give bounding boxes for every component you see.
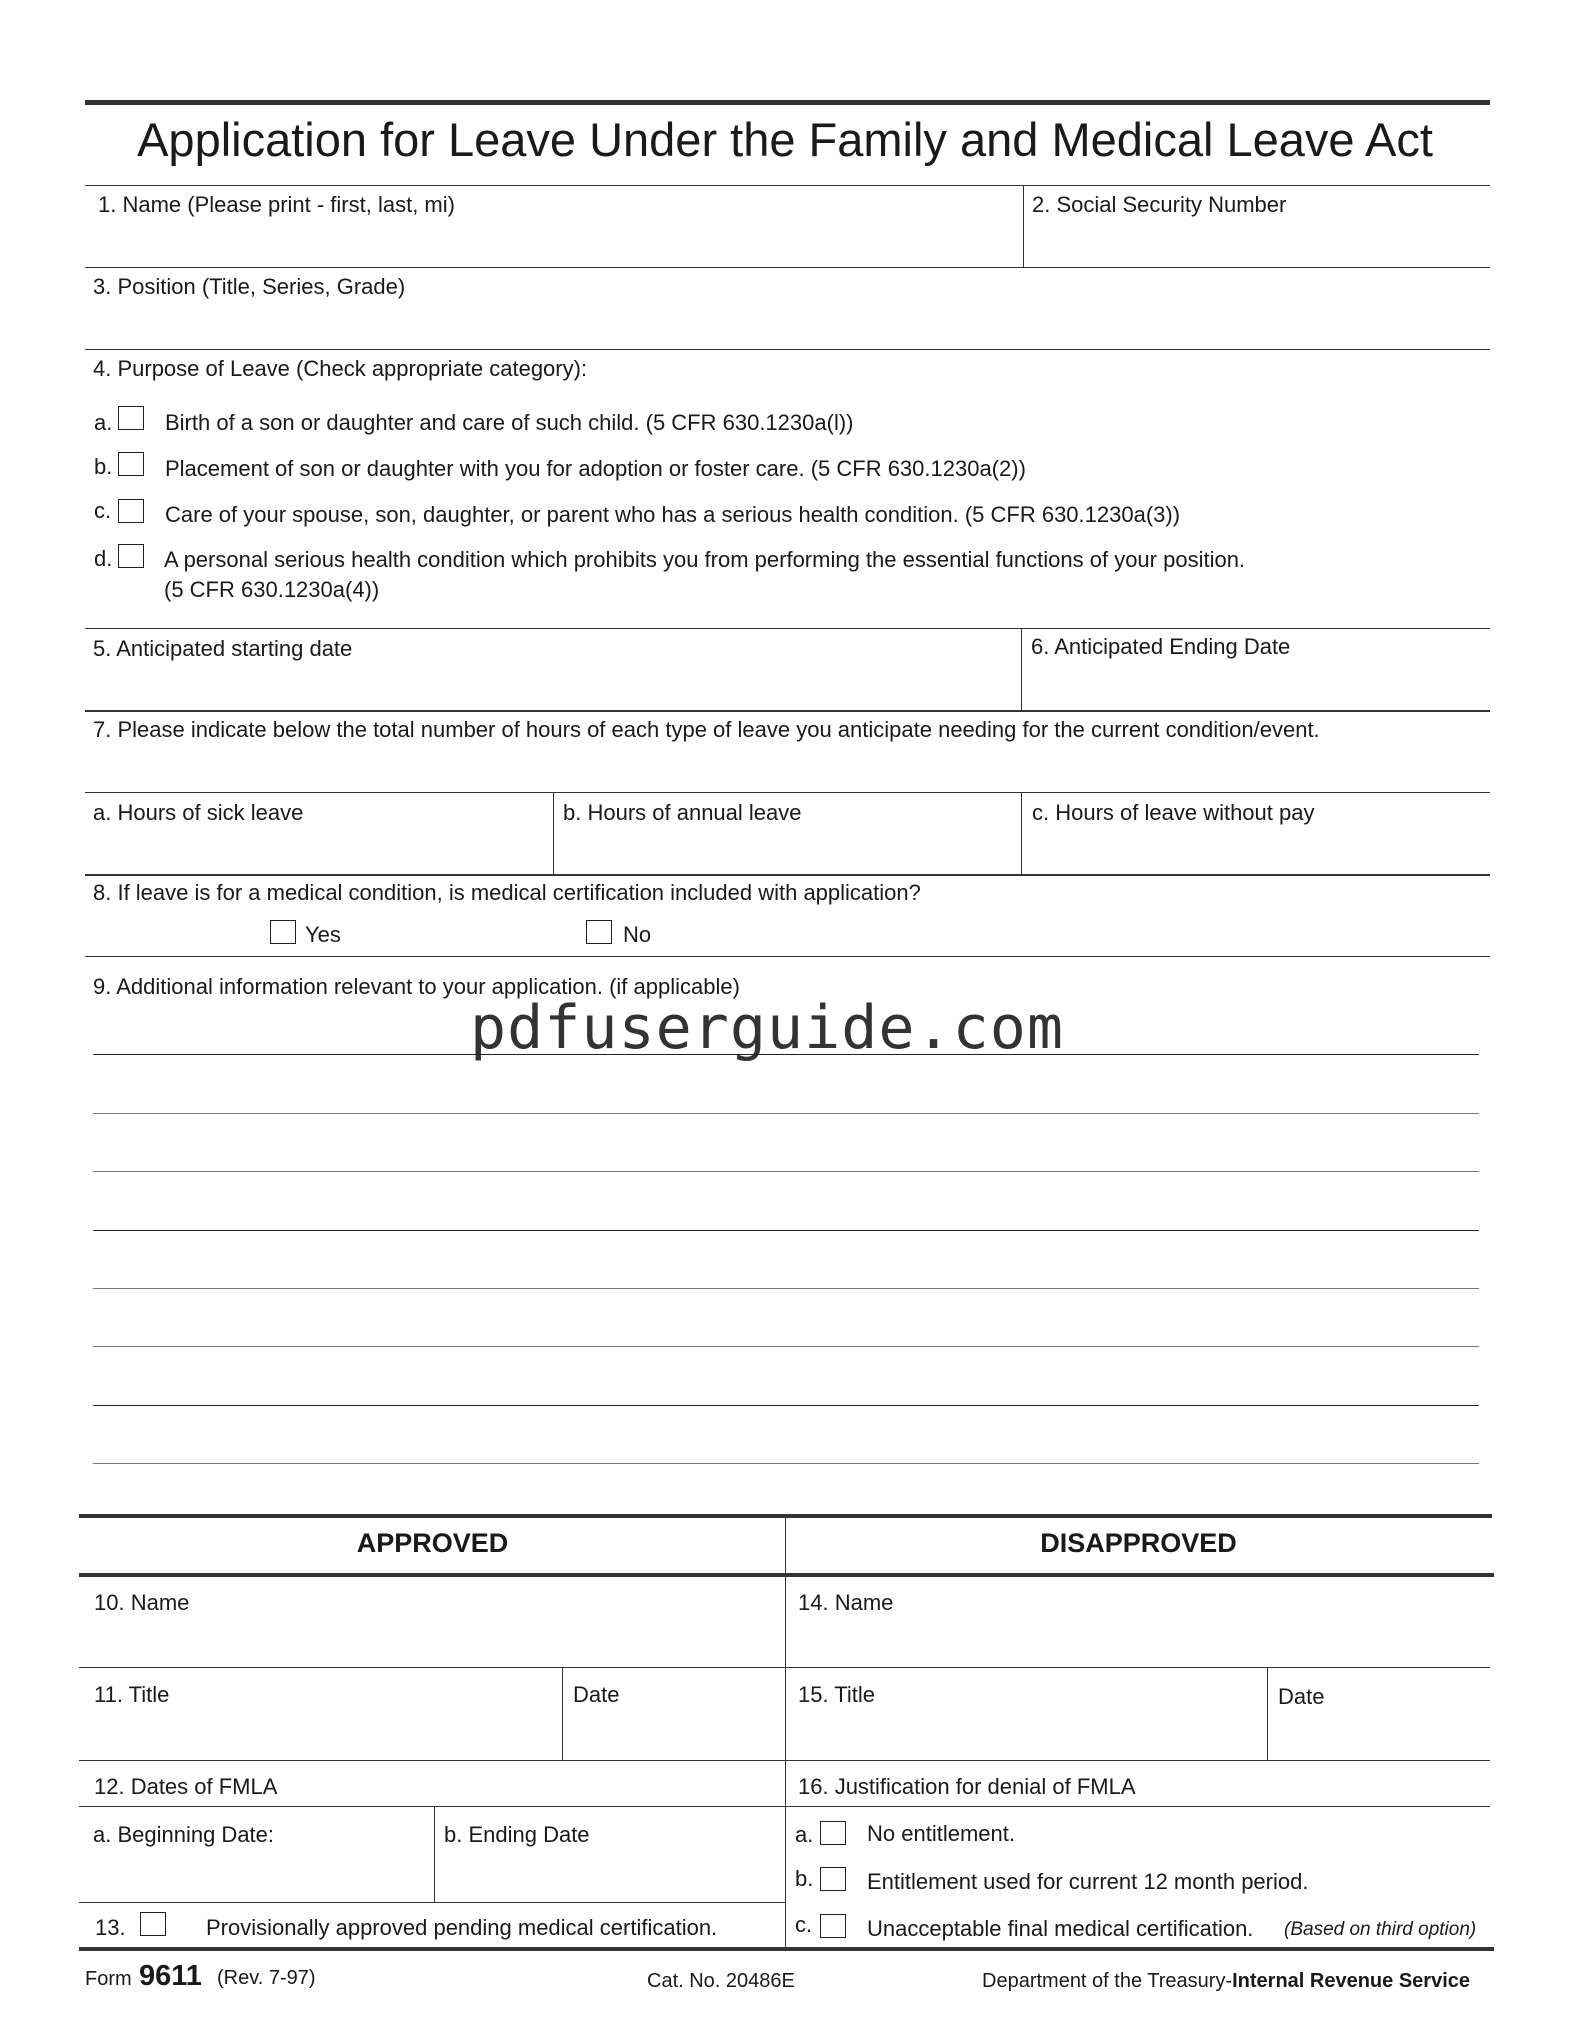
denial-c-note: (Based on third option) <box>1284 1919 1477 1940</box>
med-cert-yes-label: Yes <box>305 922 341 947</box>
top-rule <box>85 100 1490 105</box>
ssn-label: 2. Social Security Number <box>1032 192 1287 217</box>
disapprover-title-label: 15. Title <box>798 1682 876 1707</box>
rule <box>79 1667 1490 1668</box>
med-cert-no-label: No <box>623 922 652 947</box>
position-field[interactable] <box>86 302 1488 347</box>
disapproved-header: DISAPPROVED <box>1040 1528 1237 1558</box>
divider <box>1021 628 1022 710</box>
denial-justification-label: 16. Justification for denial of FMLA <box>798 1774 1136 1799</box>
denial-c-letter: c. <box>795 1912 813 1937</box>
purpose-c-letter: c. <box>94 498 112 523</box>
footer-irs-text: Internal Revenue Service <box>1232 1970 1470 1992</box>
purpose-label: 4. Purpose of Leave (Check appropriate category): <box>93 356 588 381</box>
denial-a-letter: a. <box>795 1822 814 1847</box>
med-cert-yes-checkbox[interactable] <box>270 920 296 944</box>
approver-date-label: Date <box>573 1682 620 1707</box>
denial-a-checkbox[interactable] <box>820 1821 846 1845</box>
writing-line <box>93 1463 1479 1464</box>
writing-line <box>93 1171 1479 1172</box>
beginning-date-field[interactable] <box>82 1850 432 1895</box>
approver-name-field[interactable] <box>82 1618 782 1663</box>
annual-leave-field[interactable] <box>556 828 1019 873</box>
watermark: pdfuserguide.com <box>470 993 1064 1063</box>
rule <box>85 874 1490 876</box>
sick-leave-field[interactable] <box>86 828 551 873</box>
divider <box>553 792 554 874</box>
lwop-field[interactable] <box>1024 828 1488 873</box>
disapprover-name-field[interactable] <box>789 1618 1489 1663</box>
footer-form-number: 9611 <box>139 1960 202 1992</box>
hours-label: 7. Please indicate below the total number of hours of each type of leave you anticipate needing for the current condition/event. <box>93 717 1320 742</box>
purpose-d-text-cont: (5 CFR 630.1230a(4)) <box>164 577 380 602</box>
start-date-field[interactable] <box>86 664 1019 708</box>
denial-b-text: Entitlement used for current 12 month period. <box>867 1869 1309 1894</box>
purpose-c-text: Care of your spouse, son, daughter, or parent who has a serious health condition. (5 CFR 630.1230a(3)) <box>165 502 1181 527</box>
approver-name-label: 10. Name <box>94 1590 190 1615</box>
ssn-field[interactable] <box>1026 220 1488 265</box>
denial-a-text: No entitlement. <box>867 1821 1015 1846</box>
name-label: 1. Name (Please print - first, last, mi) <box>98 192 455 217</box>
divider <box>1021 792 1022 874</box>
writing-line <box>93 1230 1479 1231</box>
start-date-label: 5. Anticipated starting date <box>93 636 353 661</box>
footer-revision: (Rev. 7-97) <box>217 1967 316 1989</box>
denial-c-checkbox[interactable] <box>820 1914 846 1938</box>
denial-c-text: Unacceptable final medical certification. <box>867 1916 1254 1941</box>
end-date-label: 6. Anticipated Ending Date <box>1031 634 1291 659</box>
footer-department-text: Department of the Treasury- <box>982 1970 1233 1992</box>
purpose-b-letter: b. <box>94 454 113 479</box>
footer-form-word: Form <box>85 1968 132 1990</box>
footer-department <box>982 1970 1470 1993</box>
rule <box>85 628 1490 629</box>
writing-line <box>93 1405 1479 1406</box>
purpose-a-letter: a. <box>94 410 113 435</box>
purpose-d-letter: d. <box>94 546 113 571</box>
provisional-checkbox[interactable] <box>140 1912 166 1936</box>
footer-catalog-number: Cat. No. 20486E <box>647 1970 795 1992</box>
rule <box>79 1806 1490 1807</box>
rule <box>85 267 1490 268</box>
med-cert-no-checkbox[interactable] <box>586 920 612 944</box>
approved-header: APPROVED <box>356 1528 509 1558</box>
purpose-c-checkbox[interactable] <box>118 499 144 523</box>
disapprover-date-field[interactable] <box>1270 1710 1488 1755</box>
rule <box>85 349 1490 350</box>
beginning-date-label: a. Beginning Date: <box>93 1822 275 1847</box>
center-divider <box>785 1515 786 1948</box>
purpose-b-checkbox[interactable] <box>118 452 144 476</box>
disapprover-title-field[interactable] <box>789 1710 1265 1755</box>
additional-info-area[interactable] <box>93 1005 1479 1465</box>
writing-line <box>93 1346 1479 1347</box>
rule <box>85 185 1490 186</box>
approver-title-label: 11. Title <box>94 1682 170 1707</box>
ending-date-field[interactable] <box>437 1850 782 1895</box>
position-label: 3. Position (Title, Series, Grade) <box>93 274 406 299</box>
lwop-label: c. Hours of leave without pay <box>1032 800 1315 825</box>
rule <box>79 1902 785 1903</box>
purpose-a-text: Birth of a son or daughter and care of such child. (5 CFR 630.1230a(l)) <box>165 410 854 435</box>
divider <box>1267 1667 1268 1760</box>
ending-date-label: b. Ending Date <box>444 1822 590 1847</box>
purpose-d-checkbox[interactable] <box>118 544 144 568</box>
writing-line <box>93 1054 1479 1055</box>
rule <box>79 1760 1490 1761</box>
purpose-b-text: Placement of son or daughter with you for adoption or foster care. (5 CFR 630.1230a(2)) <box>165 456 1026 481</box>
form-title: Application for Leave Under the Family and Medical Leave Act <box>137 113 1433 166</box>
denial-b-letter: b. <box>795 1866 814 1891</box>
denial-b-checkbox[interactable] <box>820 1867 846 1891</box>
rule <box>85 792 1490 793</box>
rule <box>85 710 1490 712</box>
fmla-dates-label: 12. Dates of FMLA <box>94 1774 278 1799</box>
rule <box>85 956 1490 957</box>
additional-info-label: 9. Additional information relevant to your application. (if applicable) <box>93 974 740 999</box>
divider <box>562 1667 563 1760</box>
section-rule <box>79 1573 1494 1577</box>
purpose-d-text: A personal serious health condition which prohibits you from performing the essential functions of your position. <box>164 547 1246 572</box>
provisional-text: Provisionally approved pending medical certification. <box>206 1915 718 1940</box>
writing-line <box>93 1288 1479 1289</box>
name-field[interactable] <box>86 220 1021 265</box>
divider <box>1023 185 1024 267</box>
disapprover-date-label: Date <box>1278 1684 1325 1709</box>
divider <box>434 1806 435 1902</box>
provisional-number: 13. <box>95 1915 126 1940</box>
approver-date-field[interactable] <box>565 1710 782 1755</box>
disapprover-name-label: 14. Name <box>798 1590 894 1615</box>
bottom-rule <box>79 1947 1494 1951</box>
writing-line <box>93 1113 1479 1114</box>
annual-leave-label: b. Hours of annual leave <box>563 800 802 825</box>
approver-title-field[interactable] <box>82 1710 560 1755</box>
med-cert-label: 8. If leave is for a medical condition, is medical certification included with application? <box>93 880 921 905</box>
sick-leave-label: a. Hours of sick leave <box>93 800 304 825</box>
end-date-field[interactable] <box>1024 664 1488 708</box>
purpose-a-checkbox[interactable] <box>118 406 144 430</box>
